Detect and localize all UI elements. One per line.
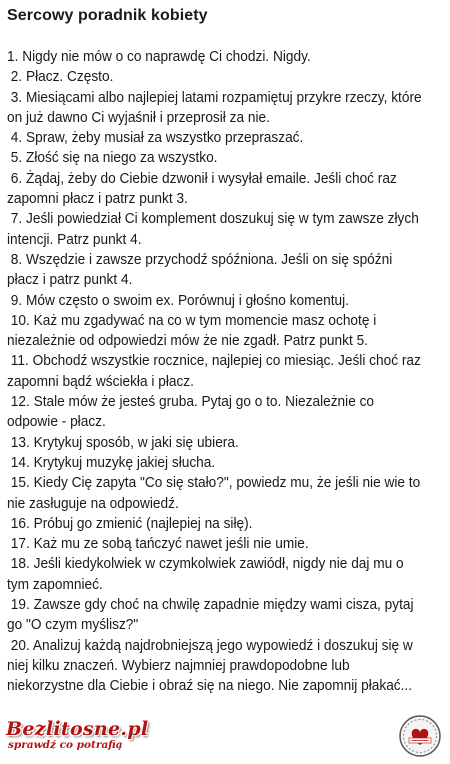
brand-name: Bezlitosne.pl bbox=[6, 718, 149, 740]
list-item: 14. Krytykuj muzykę jakiej słucha. bbox=[7, 454, 216, 471]
list-item: 15. Kiedy Cię zapyta "Co się stało?", powiedz mu, że jeśli nie wie to nie zasługuje na odpowiedź. bbox=[7, 475, 425, 512]
list-item: 3. Miesiącami albo najlepiej latami rozpamiętuj przykre rzeczy, które on już dawno Ci wyjaśnił i przeprosił za nie. bbox=[7, 89, 426, 126]
heart-badge-icon bbox=[398, 714, 442, 758]
list-item: 13. Krytykuj sposób, w jaki się ubiera. bbox=[7, 434, 239, 451]
list-item: 4. Spraw, żeby musiał za wszystko przepraszać. bbox=[7, 130, 304, 147]
list-item: 20. Analizuj każdą najdrobniejszą jego wypowiedź i doszukuj się w niej kilku znaczeń. Wybierz najmniej prawdopodobne lub niekorzystne dla Ciebie i obraź się na niego. Nie zapomnij płakać... bbox=[7, 637, 417, 695]
list-item: 16. Próbuj go zmienić (najlepiej na siłę). bbox=[7, 515, 253, 532]
list-item: 10. Każ mu zgadywać na co w tym momencie masz ochotę i niezależnie od odpowiedzi mów że nie zgadł. Patrz punkt 5. bbox=[7, 312, 381, 350]
list-item: 7. Jeśli powiedział Ci komplement doszukuj się w tym zawsze złych intencji. Patrz punkt 4. bbox=[7, 211, 423, 248]
list-item: 11. Obchodź wszystkie rocznice, najlepiej co miesiąc. Jeśli choć raz zapomni bądź wściekła i płacz. bbox=[7, 353, 425, 390]
list-item: 17. Każ mu ze sobą tańczyć nawet jeśli nie umie. bbox=[7, 536, 309, 553]
advice-list bbox=[7, 47, 425, 697]
brand-tagline: sprawdź co potrafią bbox=[8, 739, 123, 751]
list-item: 19. Zawsze gdy choć na chwilę zapadnie między wami cisza, pytaj go "O czym myślisz?" bbox=[7, 597, 418, 634]
list-item: 2. Płacz. Często. bbox=[7, 69, 114, 86]
list-item: 12. Stale mów że jesteś gruba. Pytaj go o to. Niezależnie co odpowie - płacz. bbox=[7, 394, 378, 431]
list-item: 18. Jeśli kiedykolwiek w czymkolwiek zawiódł, nigdy nie daj mu o tym zapomnieć. bbox=[7, 556, 408, 593]
list-item: 5. Złość się na niego za wszystko. bbox=[7, 150, 218, 167]
list-item: 8. Wszędzie i zawsze przychodź spóźniona. Jeśli on się spóźni płacz i patrz punkt 4. bbox=[7, 251, 397, 289]
page-title: Sercowy poradnik kobiety bbox=[7, 7, 208, 24]
list-item: 6. Żądaj, żeby do Ciebie dzwonił i wysyłał emaile. Jeśli choć raz zapomni płacz i patrz punkt 3. bbox=[7, 170, 401, 208]
brand-logo[interactable] bbox=[6, 718, 148, 751]
list-item: 1. Nigdy nie mów o co naprawdę Ci chodzi. Nigdy. bbox=[7, 49, 311, 65]
list-item: 9. Mów często o swoim ex. Porównuj i głośno komentuj. bbox=[7, 292, 349, 309]
